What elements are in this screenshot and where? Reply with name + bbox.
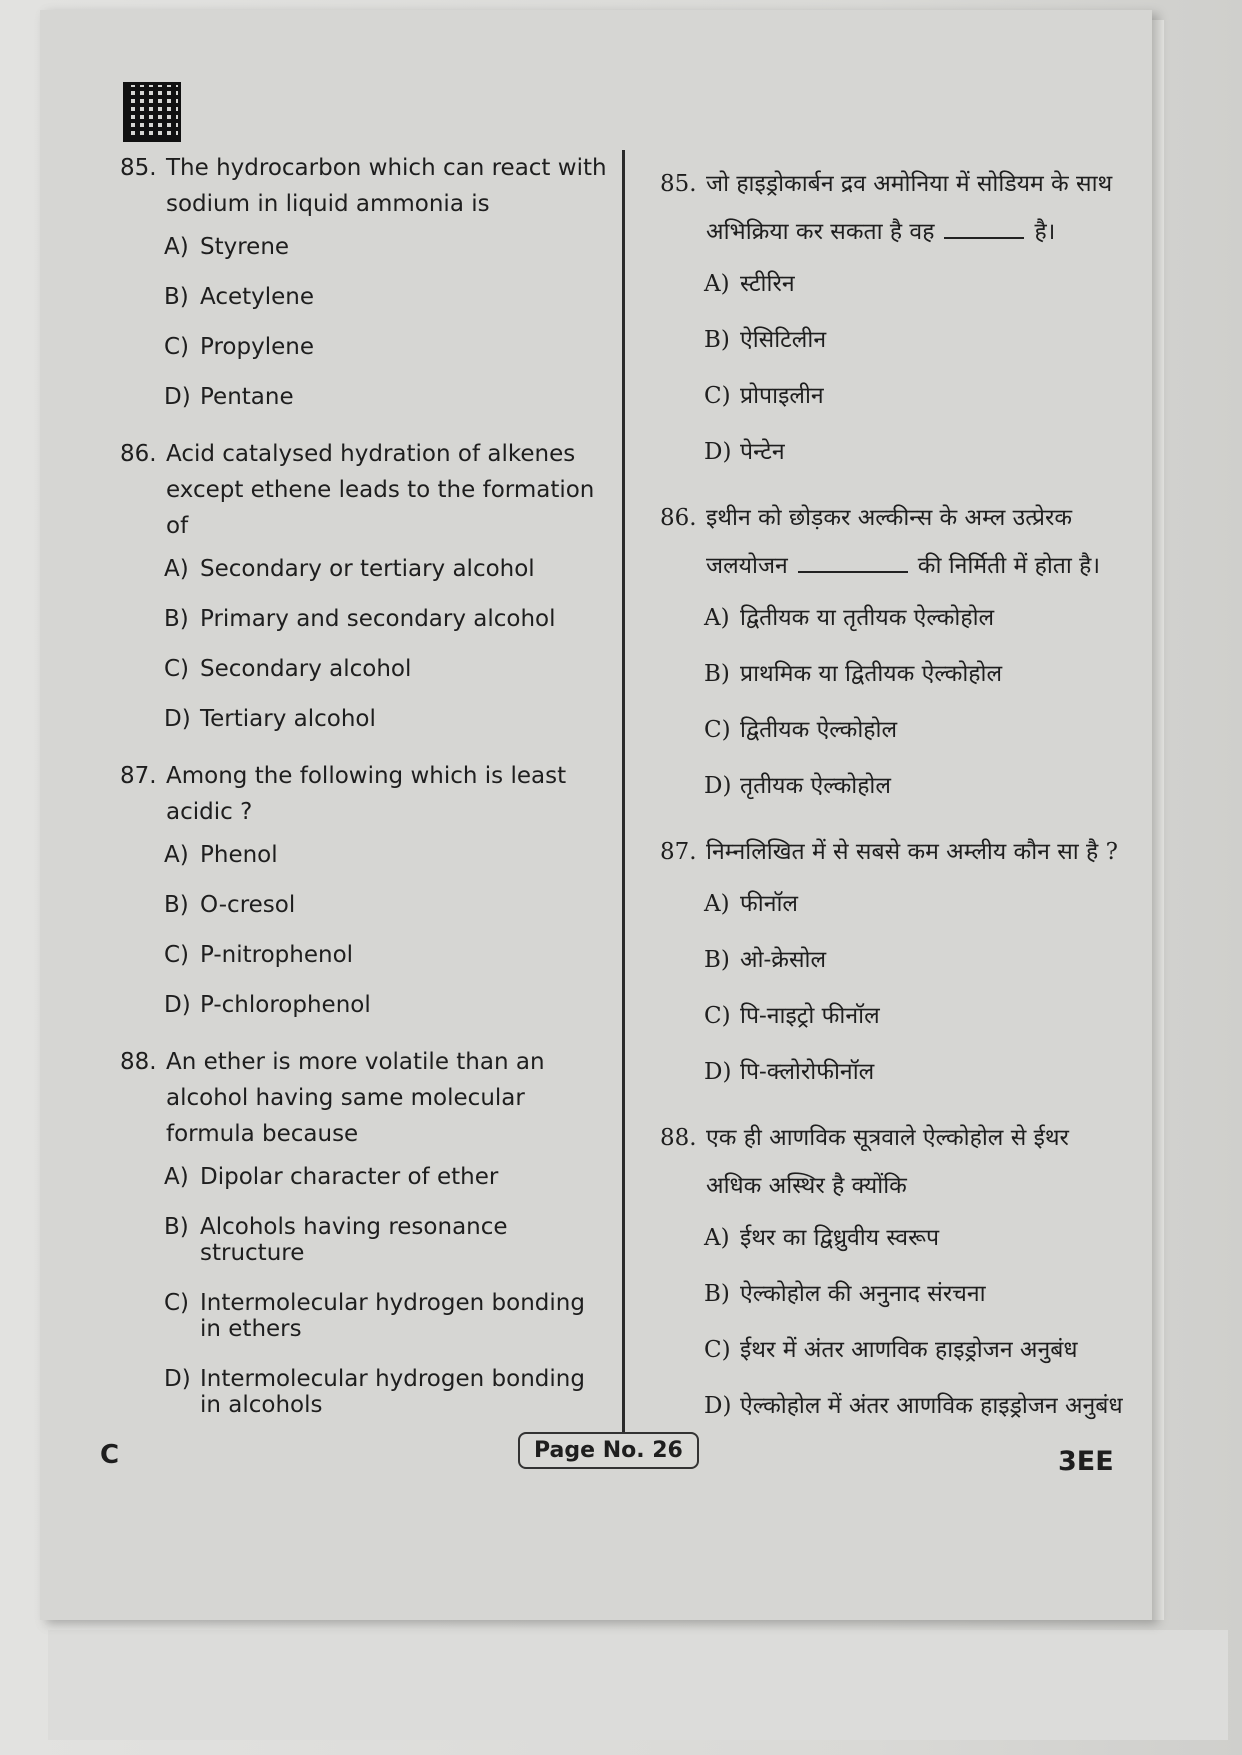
option-d: D) पि-क्लोरोफीनॉल	[704, 1059, 875, 1085]
question-text: इथीन को छोड़कर अल्कीन्स के अम्ल उत्प्रेरक जलयोजन की निर्मिती में होता है।	[706, 505, 1101, 579]
question-86-hi	[660, 494, 1130, 814]
option-c: C) Propylene	[164, 334, 314, 360]
option-b: B) Acetylene	[164, 284, 315, 310]
option-c: C) द्वितीयक ऐल्कोहोल	[704, 717, 898, 743]
option-a: A) Dipolar character of ether	[164, 1164, 499, 1190]
hindi-column	[660, 160, 1130, 1448]
option-c: C) Intermolecular hydrogen bonding in ethers	[164, 1290, 585, 1342]
question-text: Acid catalysed hydration of alkenes except ethene leads to the formation of	[166, 441, 595, 539]
question-88-hi	[660, 1114, 1130, 1434]
question-number: 85.	[660, 171, 697, 197]
option-d: D) Tertiary alcohol	[164, 706, 376, 732]
option-a: A) द्वितीयक या तृतीयक ऐल्कोहोल	[704, 605, 995, 631]
qr-code-icon	[123, 82, 181, 142]
option-c: C) ईथर में अंतर आणविक हाइड्रोजन अनुबंध	[704, 1337, 1078, 1363]
question-text: An ether is more volatile than an alcohol having same molecular formula because	[166, 1049, 545, 1147]
english-column	[120, 150, 610, 1444]
question-text: The hydrocarbon which can react with sodium in liquid ammonia is	[166, 155, 607, 217]
option-b: B) Alcohols having resonance structure	[164, 1214, 508, 1266]
question-85-hi	[660, 160, 1130, 480]
option-a: A) स्टीरिन	[704, 271, 795, 297]
option-a: A) फीनॉल	[704, 891, 799, 917]
option-b: B) ऐल्कोहोल की अनुनाद संरचना	[704, 1281, 986, 1307]
scanner-bed	[48, 1630, 1228, 1740]
question-88-en	[120, 1044, 610, 1430]
question-number: 87.	[120, 763, 157, 789]
question-86-en	[120, 436, 610, 744]
set-letter: C	[100, 1440, 120, 1470]
option-d: D) P-chlorophenol	[164, 992, 371, 1018]
option-d: D) ऐल्कोहोल में अंतर आणविक हाइड्रोजन अनुबंध	[704, 1393, 1123, 1419]
answer-blank	[798, 551, 908, 573]
question-text: एक ही आणविक सूत्रवाले ऐल्कोहोल से ईथर अधिक अस्थिर है क्योंकि	[706, 1125, 1069, 1199]
question-number: 88.	[120, 1049, 157, 1075]
option-d: D) पेन्टेन	[704, 439, 785, 465]
option-b: B) ऐसिटिलीन	[704, 327, 827, 353]
question-85-en	[120, 150, 610, 422]
option-c: C) पि-नाइट्रो फीनॉल	[704, 1003, 880, 1029]
option-c: C) प्रोपाइलीन	[704, 383, 824, 409]
option-d: D) Pentane	[164, 384, 294, 410]
question-87-en	[120, 758, 610, 1030]
option-c: C) Secondary alcohol	[164, 656, 412, 682]
column-divider	[622, 150, 625, 1445]
question-number: 86.	[120, 441, 157, 467]
question-text: जो हाइड्रोकार्बन द्रव अमोनिया में सोडियम के साथ अभिक्रिया कर सकता है वह है।	[706, 171, 1113, 245]
question-number: 87.	[660, 839, 697, 865]
question-number: 85.	[120, 155, 157, 181]
option-d: D) तृतीयक ऐल्कोहोल	[704, 773, 891, 799]
question-number: 88.	[660, 1125, 697, 1151]
question-text: निम्नलिखित में से सबसे कम अम्लीय कौन सा है ?	[706, 839, 1118, 865]
paper-code: 3EE	[1058, 1446, 1114, 1477]
page-edge	[1152, 20, 1164, 1620]
option-a: A) Secondary or tertiary alcohol	[164, 556, 535, 582]
option-a: A) Phenol	[164, 842, 278, 868]
question-87-hi	[660, 828, 1130, 1100]
option-b: B) प्राथमिक या द्वितीयक ऐल्कोहोल	[704, 661, 1003, 687]
option-c: C) P-nitrophenol	[164, 942, 354, 968]
option-b: B) O-cresol	[164, 892, 296, 918]
option-b: B) ओ-क्रेसोल	[704, 947, 827, 973]
option-a: A) Styrene	[164, 234, 290, 260]
option-a: A) ईथर का द्विध्रुवीय स्वरूप	[704, 1225, 940, 1251]
option-b: B) Primary and secondary alcohol	[164, 606, 556, 632]
answer-blank	[944, 217, 1024, 239]
option-d: D) Intermolecular hydrogen bonding in alcohols	[164, 1366, 585, 1418]
question-text: Among the following which is least acidic ?	[166, 763, 567, 825]
question-number: 86.	[660, 505, 697, 531]
page-number-box: Page No. 26	[518, 1432, 699, 1469]
